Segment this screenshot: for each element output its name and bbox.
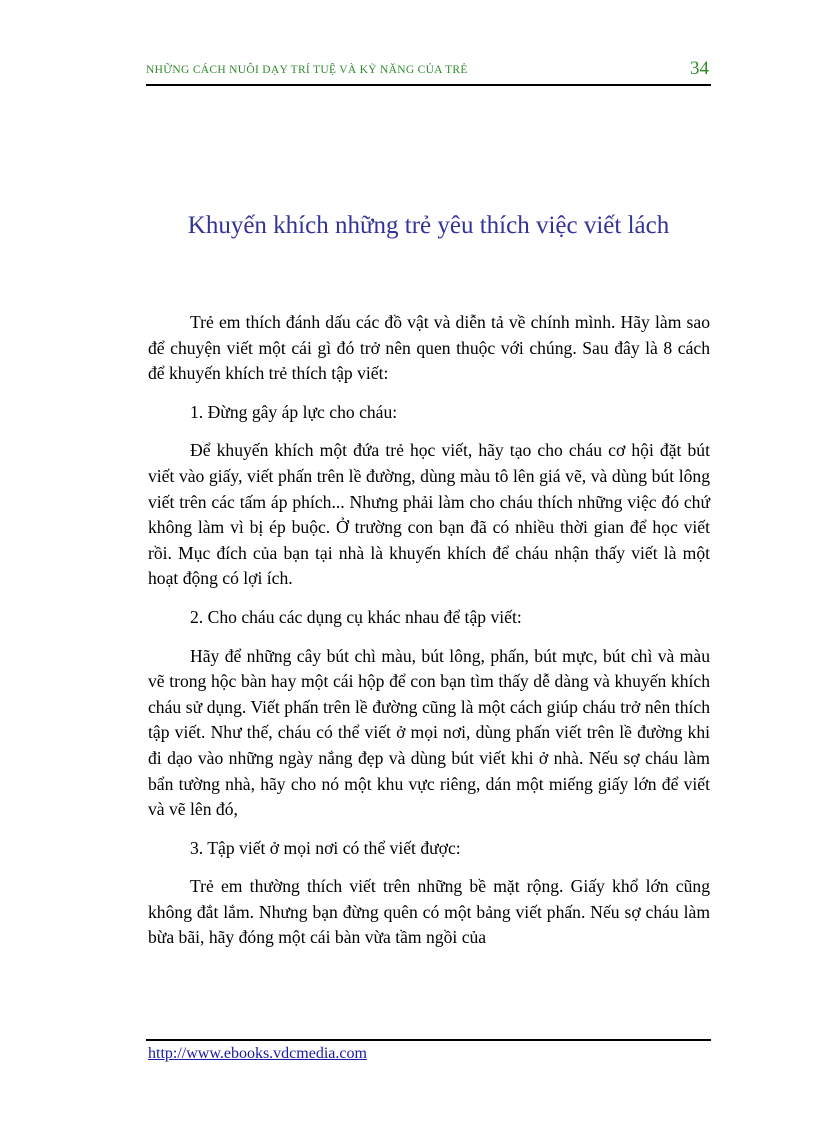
tip-heading-3: 3. Tập viết ở mọi nơi có thể viết được: [190,837,461,858]
running-header-title: NHỮNG CÁCH NUÔI DẠY TRÍ TUỆ VÀ KỸ NĂNG CỦA TRẺ [146,64,468,76]
page-number: 34 [690,58,709,79]
tip-paragraph-1: Để khuyến khích một đứa trẻ học viết, hãy tạo cho cháu cơ hội đặt bút viết vào giấy, viết phấn trên lề đường, dùng màu tô lên giá vẽ, và dùng bút lông viết trên các tấm áp phích... Nhưng phải làm cho cháu thích những việc đó chứ không làm vì bị ép buộc. Ở trường con bạn đã có nhiều thời gian để học viết rồi. Mục đích của bạn tại nhà là khuyến khích để cháu nhận thấy viết là một hoạt động có lợi ích. [148,440,710,589]
tip-paragraph-3: Trẻ em thường thích viết trên những bề mặt rộng. Giấy khổ lớn cũng không đắt lắm. Nhưng bạn đừng quên có một bảng viết phấn. Nếu sợ cháu làm bừa bãi, hãy đóng một cái bàn vừa tầm ngồi của [148,876,710,948]
tip-heading-1: 1. Đừng gây áp lực cho cháu: [190,401,398,422]
chapter-title: Khuyến khích những trẻ yêu thích việc viết lách [187,212,670,239]
footer-link[interactable]: http://www.ebooks.vdcmedia.com [148,1045,367,1062]
body-text [148,310,710,964]
intro-paragraph: Trẻ em thích đánh dấu các đồ vật và diễn tả về chính mình. Hãy làm sao để chuyện viết một cái gì đó trở nên quen thuộc với chúng. Sau đây là 8 cách để khuyến khích trẻ thích tập viết: [148,312,710,384]
footer-divider [146,1039,711,1041]
tip-heading-2: 2. Cho cháu các dụng cụ khác nhau để tập viết: [190,606,522,627]
tip-paragraph-2: Hãy để những cây bút chì màu, bút lông, phấn, bút mực, bút chì và màu vẽ trong hộc bàn hay một cái hộp để con bạn tìm thấy dễ dàng và khuyến khích cháu sử dụng. Viết phấn trên lề đường cũng là một cách giúp cháu trở nên thích tập viết. Như thế, cháu có thể viết ở mọi nơi, dùng phấn viết trên lề đường khi đi dạo vào những ngày nắng đẹp và dùng bút viết khi ở nhà. Nếu sợ cháu làm bẩn tường nhà, hãy cho nó một khu vực riêng, dán một miếng giấy lớn để viết và vẽ lên đó, [148,645,710,820]
page-header [146,58,711,86]
